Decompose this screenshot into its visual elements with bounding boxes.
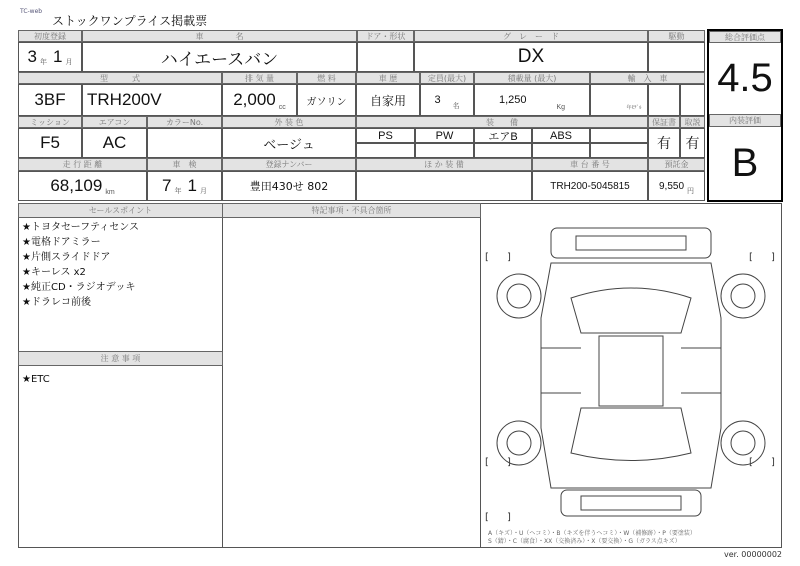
inspection [147, 171, 222, 201]
label-capacity: 定員(最大) [420, 72, 474, 84]
load [474, 84, 590, 116]
reg-year: 3 [27, 47, 37, 66]
unit: 月 [65, 59, 73, 66]
other-equipment [356, 171, 532, 201]
import-cell-3 [680, 84, 705, 116]
svg-text:]: ] [507, 457, 511, 468]
insp-year: 7 [162, 176, 172, 195]
unit: km [105, 189, 115, 196]
equip-airbag: エアB [474, 128, 532, 143]
label-load: 積載量 (最大) [474, 72, 590, 84]
equip-pw: PW [415, 128, 474, 143]
history: 自家用 [356, 84, 420, 116]
notes-header: 注 意 事 項 [18, 351, 223, 366]
equip-empty [590, 143, 648, 158]
list-item: ★ETC [22, 374, 50, 385]
label-aircon: エアコン [82, 116, 147, 128]
svg-text:]: ] [507, 252, 511, 263]
first-reg [18, 42, 82, 72]
label-mission: ミッション [18, 116, 82, 128]
version: ver. 00000002 [724, 550, 783, 559]
mileage-value: 68,109 [50, 176, 103, 195]
label-score: 総合評価点 [709, 31, 781, 43]
label-other-equipment: ほ か 装 備 [356, 158, 532, 171]
exterior-color: ベージュ [222, 128, 356, 158]
label-fuel: 燃 料 [297, 72, 356, 84]
car-diagram [481, 218, 781, 523]
equip-empty [356, 143, 415, 158]
color-no [147, 128, 222, 158]
list-item: ★キーレス x2 [22, 267, 86, 278]
equip-empty [474, 143, 532, 158]
svg-text:[: [ [749, 457, 753, 468]
label-chassis: 車 台 番 号 [532, 158, 648, 171]
capacity-value: 3 [434, 94, 441, 106]
car-name: ハイエースバン [82, 42, 357, 72]
label-color-no: カラーNo. [147, 116, 222, 128]
svg-text:]: ] [771, 252, 775, 263]
mission: F5 [18, 128, 82, 158]
equip-abs: ABS [532, 128, 590, 143]
label-exterior: 外 装 色 [222, 116, 356, 128]
label-warranty: 保証書 [648, 116, 680, 128]
label-manual: 取説 [680, 116, 705, 128]
svg-text:[: [ [485, 252, 489, 263]
label-drive: 駆動 [648, 30, 705, 42]
label-grade: グ レ ー ド [414, 30, 648, 42]
label-first-reg: 初度登録 [18, 30, 82, 42]
list-item: ★純正CD・ラジオデッキ [22, 282, 136, 293]
reg-month: 1 [53, 47, 63, 66]
unit: 年 [40, 59, 47, 66]
divider [222, 203, 223, 548]
aircon: AC [82, 128, 147, 158]
remarks-header: 特記事項・不具合箇所 [222, 203, 481, 218]
unit: 円 [687, 188, 695, 195]
model-prefix: 3BF [18, 84, 82, 116]
list-item: ★片側スライドドア [22, 252, 111, 263]
damage-legend [488, 530, 696, 546]
label-displacement: 排 気 量 [222, 72, 297, 84]
grade: DX [414, 42, 648, 72]
interior-score: B [731, 141, 759, 185]
warranty: 有 [648, 128, 680, 158]
unit: 年 [174, 188, 182, 195]
deposit-value: 9,550 [658, 180, 685, 192]
legend-line: S（錆）・C（腐食）・XX（交換済み）・X（要交換）・G（ガラス点キズ） [488, 538, 681, 545]
sales-header: セールスポイント [18, 203, 223, 218]
unit: Kg [556, 104, 566, 111]
displacement [222, 84, 297, 116]
manual: 有 [680, 128, 705, 158]
unit: cc [278, 104, 286, 111]
label-car-name: 車 名 [82, 30, 357, 42]
displacement-value: 2,000 [233, 90, 276, 109]
label-equipment: 装 備 [356, 116, 648, 128]
equip-ps: PS [356, 128, 415, 143]
unit: 月 [199, 188, 207, 195]
door-value [357, 42, 414, 72]
label-mileage: 走 行 距 離 [18, 158, 147, 171]
insp-month: 1 [187, 176, 197, 195]
import-note: 年ﾓﾃﾞﾙ [626, 105, 642, 111]
sales-list [18, 220, 222, 310]
legend-line: A（キズ）・U（ヘコミ）・B（キズを伴うヘコミ）・W（補修跡）・P（要塗装） [488, 530, 696, 537]
fuel: ガソリン [297, 84, 356, 116]
mileage [18, 171, 147, 201]
overall-score: 4.5 [717, 56, 773, 100]
svg-text:[: [ [485, 512, 489, 523]
label-history: 車 歴 [356, 72, 420, 84]
label-interior: 内装評価 [709, 114, 781, 127]
label-import: 輸 入 車 [590, 72, 705, 84]
import-cell [590, 84, 648, 116]
drive-value [648, 42, 705, 72]
plate: 豊田430せ 802 [222, 171, 356, 201]
equip-empty [532, 143, 590, 158]
list-item: ★トヨタセーフティセンス [22, 222, 139, 233]
notes-list [18, 372, 222, 387]
equip-empty [415, 143, 474, 158]
model: TRH200V [82, 84, 222, 116]
load-value: 1,250 [498, 94, 527, 106]
svg-text:]: ] [771, 457, 775, 468]
page-title: ストックワンプライス掲載票 [52, 14, 208, 28]
label-model: 型 式 [18, 72, 222, 84]
list-item: ★ドラレコ前後 [22, 297, 91, 308]
label-inspection: 車 検 [147, 158, 222, 171]
label-plate: 登録ナンバー [222, 158, 356, 171]
logo: TC-web [20, 8, 43, 15]
equip-empty [590, 128, 648, 143]
deposit [648, 171, 705, 201]
svg-text:[: [ [749, 252, 753, 263]
capacity [420, 84, 474, 116]
label-deposit: 預託金 [648, 158, 705, 171]
list-item: ★電格ドアミラー [22, 237, 101, 248]
svg-text:]: ] [507, 512, 511, 523]
chassis-number: TRH200-5045815 [532, 171, 648, 201]
svg-text:[: [ [485, 457, 489, 468]
label-door: ドア・形状 [357, 30, 414, 42]
unit: 名 [452, 103, 460, 110]
import-cell-2 [648, 84, 680, 116]
